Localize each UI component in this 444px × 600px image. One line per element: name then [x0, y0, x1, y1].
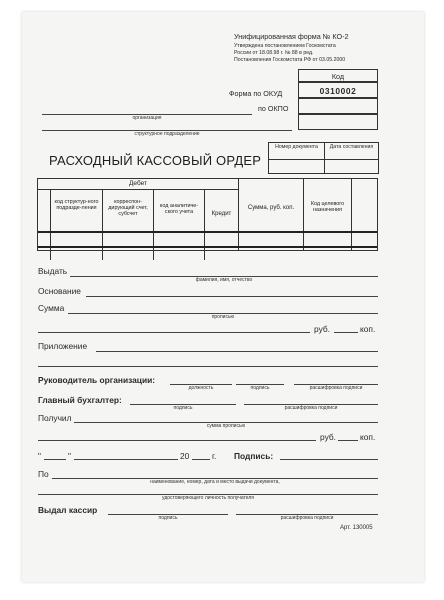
date-year-line[interactable]: [192, 459, 210, 460]
year-prefix: 20: [180, 451, 190, 461]
head-sign-caption: подпись: [250, 385, 270, 391]
okud-cell: [298, 82, 378, 98]
doc-number-date-box: [268, 142, 379, 174]
cashier-label: Выдал кассир: [38, 505, 98, 515]
date-day-line[interactable]: [44, 459, 66, 460]
attachment-line[interactable]: [96, 351, 378, 352]
year-suffix: г.: [212, 451, 217, 461]
received-kop-label: коп.: [360, 432, 376, 442]
form-number: Унифицированная форма № КО-2: [234, 32, 349, 41]
attachment-label: Приложение: [38, 341, 88, 351]
col-line-3: [153, 189, 154, 260]
okpo-label: по ОКПО: [258, 104, 289, 113]
document-title: РАСХОДНЫЙ КАССОВЫЙ ОРДЕР: [49, 153, 262, 168]
kop-label: коп.: [360, 324, 376, 334]
rub-label: руб.: [314, 324, 330, 334]
unit-caption: структурное подразделение: [134, 131, 200, 137]
date-month-line[interactable]: [74, 459, 178, 460]
table-data-row[interactable]: [38, 231, 377, 248]
by-caption: наименование, номер, дата и место выдачи документа,: [150, 479, 280, 485]
identity-caption: удостоверяющего личность получателя: [161, 495, 255, 501]
col-analytic-header: код аналитиче-ского учета: [159, 203, 199, 216]
basis-label: Основание: [38, 286, 81, 296]
sum-label: Сумма: [38, 303, 65, 313]
cashier-sign-caption: подпись: [158, 515, 178, 521]
col-corr-header: корреспон-дирующий счет, субсчет: [108, 199, 148, 218]
doc-number-label: Номер документа: [275, 144, 318, 150]
attachment-line-2[interactable]: [38, 366, 378, 367]
col-sum-header: Сумма, руб. коп.: [247, 205, 295, 211]
okud-label: Форма по ОКУД: [229, 89, 283, 98]
head-decode-caption: расшифровка подписи: [309, 385, 363, 391]
signature-label: Подпись:: [234, 451, 274, 461]
okud-value: 0310002: [319, 86, 357, 96]
signature-line[interactable]: [280, 459, 378, 460]
received-kop-line[interactable]: [338, 440, 358, 441]
basis-line[interactable]: [86, 296, 378, 297]
by-label: По: [38, 469, 49, 479]
sum-caption: прописью: [211, 314, 235, 320]
head-position-caption: должность: [188, 385, 214, 391]
debit-underline: [38, 189, 238, 190]
doc-date-label: Дата составления: [329, 144, 374, 150]
received-continue-line[interactable]: [38, 440, 316, 441]
received-rub-label: руб.: [320, 432, 336, 442]
approval-line-1: Утверждена постановлением Госкомстата: [234, 43, 336, 49]
organization-caption: организация: [132, 115, 162, 121]
date-quote-close: ": [68, 451, 71, 461]
approval-line-2: России от 18.08.98 г. № 88 в ред.: [234, 50, 314, 56]
sum-continue-line[interactable]: [38, 332, 310, 333]
issue-caption: фамилия, имя, отчество: [195, 277, 253, 283]
article-number: Арт. 130005: [340, 525, 373, 531]
doc-box-hline: [269, 159, 378, 160]
col-unit-header: код структур-ного подразде-ления: [54, 199, 99, 212]
extra-code-cell[interactable]: [298, 114, 378, 130]
head-label: Руководитель организации:: [38, 375, 156, 385]
code-header-cell: [298, 69, 378, 82]
code-label: Код: [331, 72, 345, 81]
doc-box-divider: [324, 143, 325, 173]
date-quote-open: ": [38, 451, 41, 461]
accounting-table: [37, 178, 378, 251]
okpo-cell[interactable]: [298, 98, 378, 114]
received-label: Получил: [38, 413, 72, 423]
accountant-sign-caption: подпись: [173, 405, 193, 411]
col-target-header: Код целевого назначения: [310, 201, 345, 214]
paper-sheet: [22, 12, 424, 582]
accountant-label: Главный бухгалтер:: [38, 395, 122, 405]
debit-header: Дебет: [129, 180, 147, 187]
accountant-decode-caption: расшифровка подписи: [284, 405, 338, 411]
received-caption: сумма прописью: [206, 423, 246, 429]
col-line-4: [204, 189, 205, 260]
approval-line-3: Постановления Госкомстата РФ от 03.05.2000: [234, 57, 346, 63]
kop-line[interactable]: [334, 332, 358, 333]
col-credit-header: Кредит: [211, 211, 232, 217]
issue-label: Выдать: [38, 266, 68, 276]
cashier-decode-caption: расшифровка подписи: [280, 515, 334, 521]
